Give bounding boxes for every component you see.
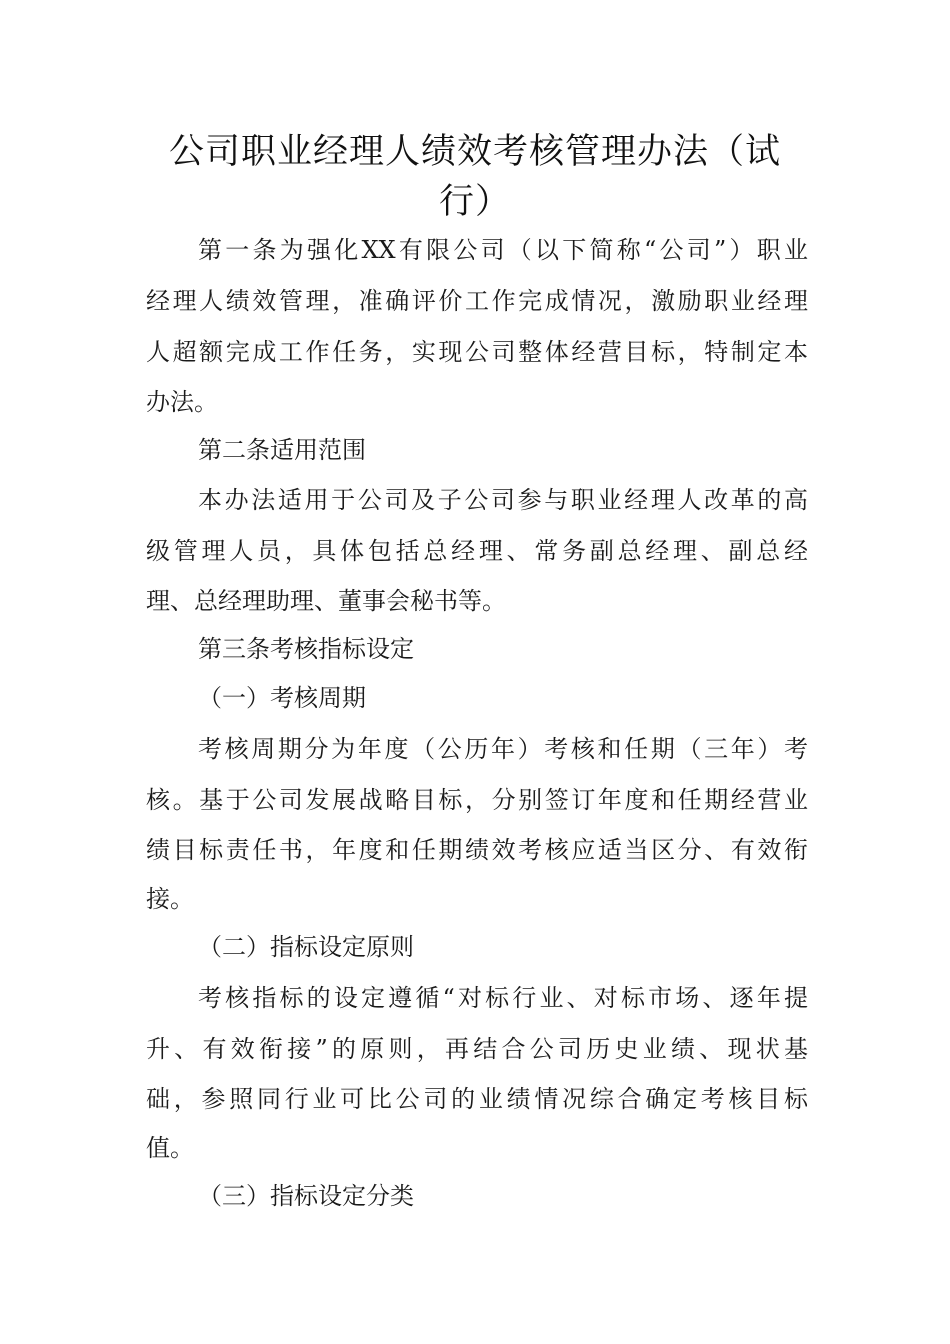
paragraph-line: 经理人绩效管理，准确评价工作完成情况，激励职业经理 <box>146 287 808 315</box>
paragraph-line: 理、总经理助理、董事会秘书等。 <box>146 587 506 615</box>
paragraph-line: 考核指标的设定遵循“对标行业、对标市场、逐年提 <box>198 984 808 1012</box>
paragraph-line: 础，参照同行业可比公司的业绩情况综合确定考核目标 <box>146 1085 808 1113</box>
subsection-heading: （三）指标设定分类 <box>198 1182 414 1210</box>
paragraph-line: 升、有效衔接”的原则，再结合公司历史业绩、现状基 <box>146 1035 808 1063</box>
section-heading: 第二条适用范围 <box>198 436 366 464</box>
paragraph-line: 绩目标责任书，年度和任期绩效考核应适当区分、有效衔 <box>146 836 808 864</box>
paragraph-line: 办法。 <box>146 388 218 416</box>
paragraph-line: 核。基于公司发展战略目标，分别签订年度和任期经营业 <box>146 786 808 814</box>
section-heading: 第三条考核指标设定 <box>198 635 414 663</box>
document-title-line-2: 行） <box>438 182 511 222</box>
paragraph-line: 值。 <box>146 1134 194 1162</box>
subsection-heading: （二）指标设定原则 <box>198 933 414 961</box>
paragraph-line: 级管理人员，具体包括总经理、常务副总经理、副总经 <box>146 537 808 565</box>
paragraph-line: 人超额完成工作任务，实现公司整体经营目标，特制定本 <box>146 338 808 366</box>
paragraph-line: 本办法适用于公司及子公司参与职业经理人改革的高 <box>198 486 808 514</box>
paragraph-line: 考核周期分为年度（公历年）考核和任期（三年）考 <box>198 735 808 763</box>
paragraph-line: 第一条为强化XX有限公司（以下简称“公司”）职业 <box>198 236 808 264</box>
document-title-line-1: 公司职业经理人绩效考核管理办法（试 <box>168 132 781 172</box>
subsection-heading: （一）考核周期 <box>198 684 366 712</box>
paragraph-line: 接。 <box>146 885 194 913</box>
